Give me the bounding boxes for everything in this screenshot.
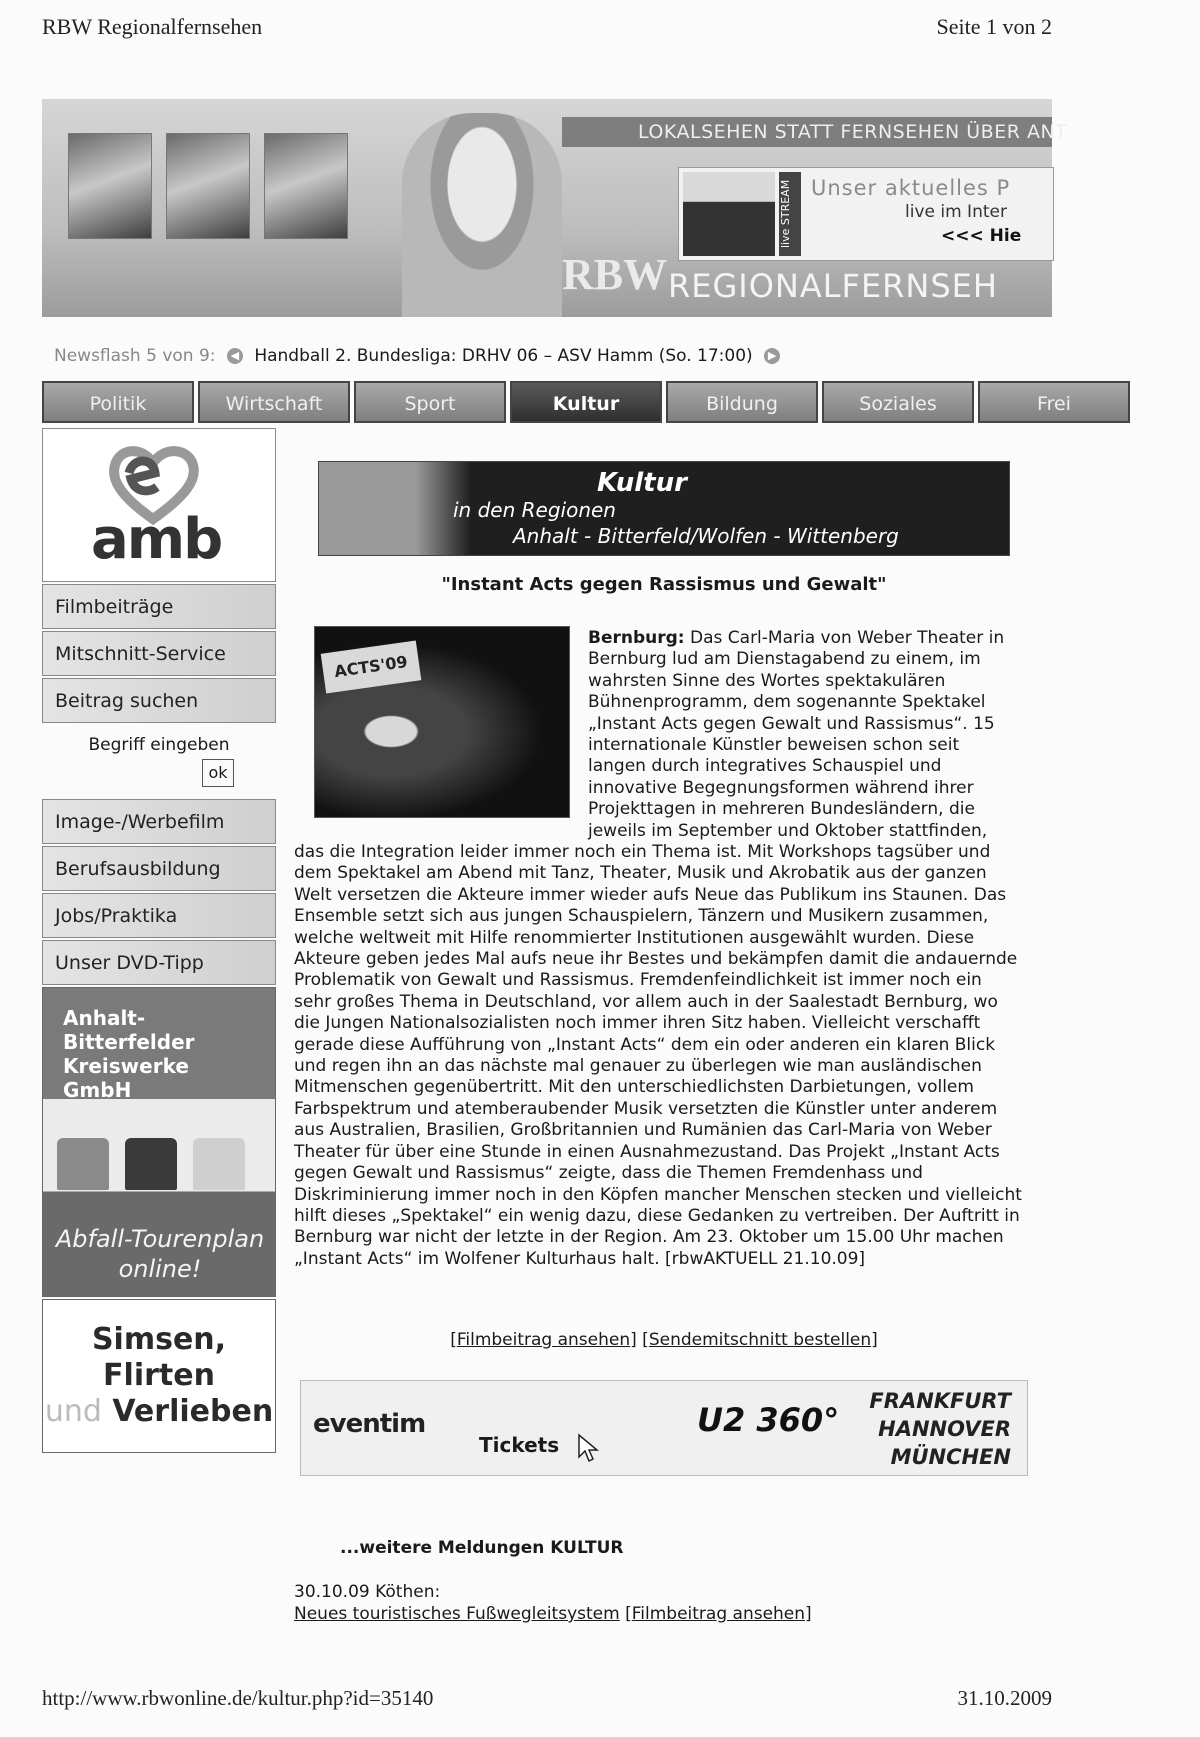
- live-teaser-line-2: live im Inter: [905, 202, 1007, 222]
- banner-thumbnail-3: [264, 133, 348, 239]
- ad-simsen-line-3: Verlieben: [112, 1394, 274, 1429]
- eventim-logo: eventim: [313, 1409, 426, 1439]
- ad-simsen-faint: und: [44, 1394, 102, 1429]
- city-hannover: HANNOVER: [878, 1417, 1011, 1441]
- article-photo-sign: ACTS'09: [321, 641, 422, 694]
- search-label: Begriff eingeben: [88, 735, 230, 755]
- sidebar: [42, 428, 276, 1453]
- rbw-logo: RBW: [562, 250, 668, 299]
- waste-bin-icon: [125, 1138, 177, 1190]
- article-headline: "Instant Acts gegen Rassismus und Gewalt": [441, 574, 887, 595]
- newsflash-bar: [54, 346, 786, 366]
- order-recording-link[interactable]: Sendemitschnitt bestellen: [648, 1330, 872, 1350]
- tab-frei[interactable]: Frei: [978, 381, 1130, 423]
- sidebar-item-jobs-praktika[interactable]: Jobs/Praktika: [42, 893, 276, 938]
- print-page-number: Seite 1 von 2: [936, 14, 1052, 39]
- article-lead: [588, 628, 1018, 842]
- sidebar-item-berufsausbildung[interactable]: Berufsausbildung: [42, 846, 276, 891]
- tab-wirtschaft[interactable]: Wirtschaft: [198, 381, 350, 423]
- banner-thumbnail-1: [68, 133, 152, 239]
- tab-sport[interactable]: Sport: [354, 381, 506, 423]
- kultur-banner-regions: Anhalt - Bitterfeld/Wolfen - Wittenberg: [513, 524, 899, 548]
- site-banner: [42, 99, 1068, 317]
- kultur-banner-title: Kultur: [597, 468, 687, 498]
- ad-simsen-line-2: Flirten: [103, 1358, 215, 1393]
- more-news-title-link[interactable]: Neues touristisches Fußwegleitsystem: [294, 1604, 620, 1624]
- live-teaser-line-1: Unser aktuelles P: [811, 176, 1011, 200]
- live-teaser-link[interactable]: <<< Hie: [941, 226, 1022, 246]
- ad-kreiswerke-title: Anhalt-Bitterfelder Kreiswerke GmbH: [63, 1006, 195, 1102]
- waste-bin-icon: [57, 1138, 109, 1190]
- ad-eventim-u2[interactable]: [300, 1380, 1028, 1476]
- banner-presenter-photo: [402, 113, 562, 317]
- u2-360-logo: U2 360°: [697, 1401, 840, 1439]
- article-photo: [314, 626, 570, 818]
- ad-simsen-flirten[interactable]: [42, 1299, 276, 1453]
- banner-slogan: LOKALSEHEN STATT FERNSEHEN ÜBER ANT: [562, 117, 1052, 147]
- more-news-heading: ...weitere Meldungen KULTUR: [340, 1538, 624, 1558]
- print-footer-date: 31.10.2009: [957, 1686, 1052, 1710]
- article-body: das die Integration leider immer noch ein Thema ist. Mit Workshops tagsüber und dem Spektakel am Abend mit Tanz, Theater, Musik und Akrobatik aus der ganzen Welt versetzen die Akteure immer wieder aufs Neue das Publikum ins Staunen. Das Ensemble setzt sich aus jungen Schauspielern, Tänzern und Musikern zusammen, welche weltweit mit Hilfe renommierter Institutionen ausgewählt wurden. Diese Akteure geben jedes Mal aufs neue ihr Bestes und bekämpfen damit die andauernde Problematik von Gewalt und Rassismus. Fremdenfeindlichkeit ist immer noch ein sehr großes Thema in Deutschland, vor allem auch in der Saalestadt Bernburg, wo die Jungen Nationalsozialisten noch immer ihren Sitz haben. Vielleicht verschafft gerade diese Aufführung von „Instant Acts“ dem ein oder anderen ein klaren Blick und regen ihn an das nächste mal genauer zu überlegen wie man ausländischen Mitmenschen gegenübertritt. Mit den unterschiedlichsten Darbietungen, vollem Farbspektrum und atemberaubender Musik versetzten die Künstler unter anderem aus Australien, Brasilien, Großbritannien und Rumänien das Carl-Maria von Weber Theater für über eine Stunde in einen Ausnahmezustand. Das Projekt „Instant Acts gegen Gewalt und Rassismus“ zeigte, dass die Themen Fremdenhass und Diskriminierung immer noch in den Köpfen mancher Menschen stecken und vielleicht hilft dieses „Spektakel“ ein wenig dazu, diese Gedanken zu vertreiben. Der Auftritt in Bernburg war nicht der letzte in der Region. Am 23. Oktober um 15.00 Uhr machen „Instant Acts“ im Wolfener Kulturhaus halt. [rbwAKTUELL 21.10.09]: [294, 842, 1022, 1269]
- banner-brand-text: REGIONALFERNSEH: [668, 267, 998, 305]
- tab-politik[interactable]: Politik: [42, 381, 194, 423]
- city-muenchen: MÜNCHEN: [890, 1445, 1011, 1469]
- sidebar-item-mitschnitt-service[interactable]: Mitschnitt-Service: [42, 631, 276, 676]
- waste-bin-icon: [193, 1138, 245, 1190]
- search-row: [42, 755, 276, 789]
- search-ok-button[interactable]: ok: [202, 759, 234, 787]
- sidebar-item-beitrag-suchen[interactable]: Beitrag suchen: [42, 678, 276, 723]
- live-stream-tag: live STREAM: [779, 172, 801, 256]
- ad-kreiswerke[interactable]: [42, 987, 276, 1297]
- article-lead-text: Das Carl-Maria von Weber Theater in Bernburg lud am Dienstagabend zu einem, im wahrsten Sinne des Wortes spektakulären Bühnenprogramm, dem sogenannte Spektakel „Instant Acts gegen Gewalt und Rassismus“. 15 internationale Künstler beweisen schon seit langen durch integratives Schauspiel und innovative Begegnungsformen während ihrer Projekttagen in mehreren Bundesländern, die jeweils im September und Oktober stattfinden,: [588, 628, 1005, 841]
- print-header-title: RBW Regionalfernsehen: [42, 14, 263, 39]
- kultur-banner-subtitle: in den Regionen: [453, 498, 616, 522]
- print-footer-url: http://www.rbwonline.de/kultur.php?id=35140: [42, 1686, 434, 1710]
- banner-thumbnail-2: [166, 133, 250, 239]
- newsflash-next-icon[interactable]: ▶: [764, 348, 780, 364]
- tab-soziales[interactable]: Soziales: [822, 381, 974, 423]
- live-anchor-photo: [683, 172, 775, 256]
- sidebar-item-dvd-tipp[interactable]: Unser DVD-Tipp: [42, 940, 276, 985]
- film-link[interactable]: Filmbeitrag ansehen: [456, 1330, 631, 1350]
- ad-kreiswerke-promo: Abfall-Tourenplan online!: [55, 1225, 265, 1283]
- more-news-date: 30.10.09 Köthen:: [294, 1582, 441, 1602]
- kultur-section-banner: [318, 461, 1010, 556]
- tab-bildung[interactable]: Bildung: [666, 381, 818, 423]
- ad-simsen-line-1: Simsen,: [91, 1322, 227, 1357]
- sidebar-item-filmbeitraege[interactable]: Filmbeiträge: [42, 584, 276, 629]
- sidebar-item-image-werbefilm[interactable]: Image-/Werbefilm: [42, 799, 276, 844]
- amb-logo-text: amb: [91, 507, 222, 572]
- cursor-icon: [577, 1433, 599, 1463]
- newsflash-text[interactable]: Handball 2. Bundesliga: DRHV 06 – ASV Hamm (So. 17:00): [254, 346, 753, 366]
- eventim-tickets-label: Tickets: [479, 1433, 560, 1457]
- newsflash-prev-icon[interactable]: ◀: [227, 348, 243, 364]
- main-navigation: [42, 381, 1071, 427]
- amb-logo[interactable]: [42, 428, 276, 582]
- more-news-film-link[interactable]: Filmbeitrag ansehen: [631, 1604, 806, 1624]
- article-links: [Filmbeitrag ansehen] [Sendemitschnitt bestellen]: [450, 1330, 878, 1350]
- newsflash-label: Newsflash 5 von 9:: [54, 346, 216, 366]
- tab-kultur[interactable]: Kultur: [510, 381, 662, 423]
- live-stream-teaser[interactable]: [678, 167, 1054, 261]
- city-frankfurt: FRANKFURT: [869, 1389, 1011, 1413]
- article-location: Bernburg:: [588, 628, 685, 648]
- eventim-cities: [869, 1387, 1011, 1471]
- more-news-item: Neues touristisches Fußwegleitsystem [Filmbeitrag ansehen]: [294, 1604, 812, 1624]
